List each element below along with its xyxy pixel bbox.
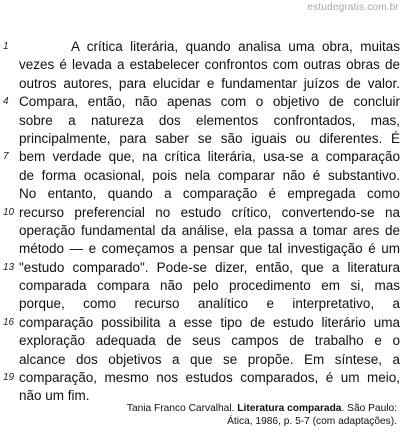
line-text: outros autores, para elucidar e fundamentar juízos de valor. xyxy=(19,75,400,91)
line-text: A crítica literária, quando analisa uma obra, muitas xyxy=(71,39,400,54)
line-text: operação fundamental da análise, ela passa a tomar ares de xyxy=(19,222,400,238)
line-text: "estudo comparado". Pode-se dizer, então, que a literatura xyxy=(19,259,400,275)
citation-title: Literatura comparada xyxy=(237,403,342,414)
text-line xyxy=(0,351,405,369)
line-text: comparada compara não pelo procedimento em si, mas xyxy=(19,278,400,294)
line-text: porque, como recurso analítico e interpretativo, a xyxy=(19,296,400,312)
text-line xyxy=(0,222,405,240)
text-line xyxy=(0,259,405,277)
text-line xyxy=(0,38,405,56)
line-text: sobre a natureza dos elementos confrontados, mas, xyxy=(19,112,400,128)
citation xyxy=(67,402,397,428)
line-text: não um fim. xyxy=(19,388,90,404)
text-line xyxy=(0,277,405,295)
citation-author: Tania Franco Carvalhal. xyxy=(126,403,235,414)
line-text: método — e começamos a pensar que tal investigação é um xyxy=(19,241,400,257)
passage xyxy=(0,38,405,406)
line-text: recurso preferencial no estudo crítico, convertendo-se na xyxy=(19,204,400,220)
line-text: exploração adequada de seus campos de trabalho e o xyxy=(19,333,400,349)
text-line xyxy=(0,130,405,148)
citation-line-1 xyxy=(67,402,397,415)
line-text: No entanto, quando a comparação é empregada como xyxy=(19,186,400,202)
text-line xyxy=(0,369,405,387)
line-number: 1 xyxy=(3,41,9,52)
text-line xyxy=(0,295,405,313)
line-number: 19 xyxy=(3,372,15,384)
line-number: 13 xyxy=(3,261,15,273)
text-line xyxy=(0,167,405,185)
line-number: 10 xyxy=(3,206,15,218)
citation-publisher: . São Paulo: xyxy=(341,403,397,414)
line-text: comparação, mesmo nos estudos comparados, é um meio, xyxy=(19,370,400,386)
line-text: de forma ocasional, pois nela comparar não é substantivo. xyxy=(19,167,400,183)
watermark: estudegratis.com.br xyxy=(307,2,399,13)
citation-line-2: Ática, 1986, p. 5-7 (com adaptações). xyxy=(227,416,397,427)
text-line xyxy=(0,204,405,222)
text-line xyxy=(0,332,405,350)
text-line xyxy=(0,56,405,74)
line-text: alcance dos objetivos a que se propõe. Em síntese, a xyxy=(19,351,400,367)
line-number: 16 xyxy=(3,316,15,328)
text-line xyxy=(0,75,405,93)
line-text: vezes é levada a estabelecer confrontos com outras obras de xyxy=(19,57,400,73)
text-line xyxy=(0,93,405,111)
text-line xyxy=(0,240,405,258)
text-line xyxy=(0,314,405,332)
line-number: 7 xyxy=(3,151,9,163)
text-line xyxy=(0,112,405,130)
line-number: 4 xyxy=(3,96,9,108)
line-text: comparação possibilita a esse tipo de estudo literário uma xyxy=(19,314,400,330)
line-text: principalmente, para saber se são iguais ou diferentes. É xyxy=(19,130,400,146)
line-text: bem verdade que, na crítica literária, usa-se a comparação xyxy=(19,149,400,165)
line-text: Compara, então, não apenas com o objetivo de concluir xyxy=(19,94,400,110)
text-line xyxy=(0,185,405,203)
text-line xyxy=(0,148,405,166)
